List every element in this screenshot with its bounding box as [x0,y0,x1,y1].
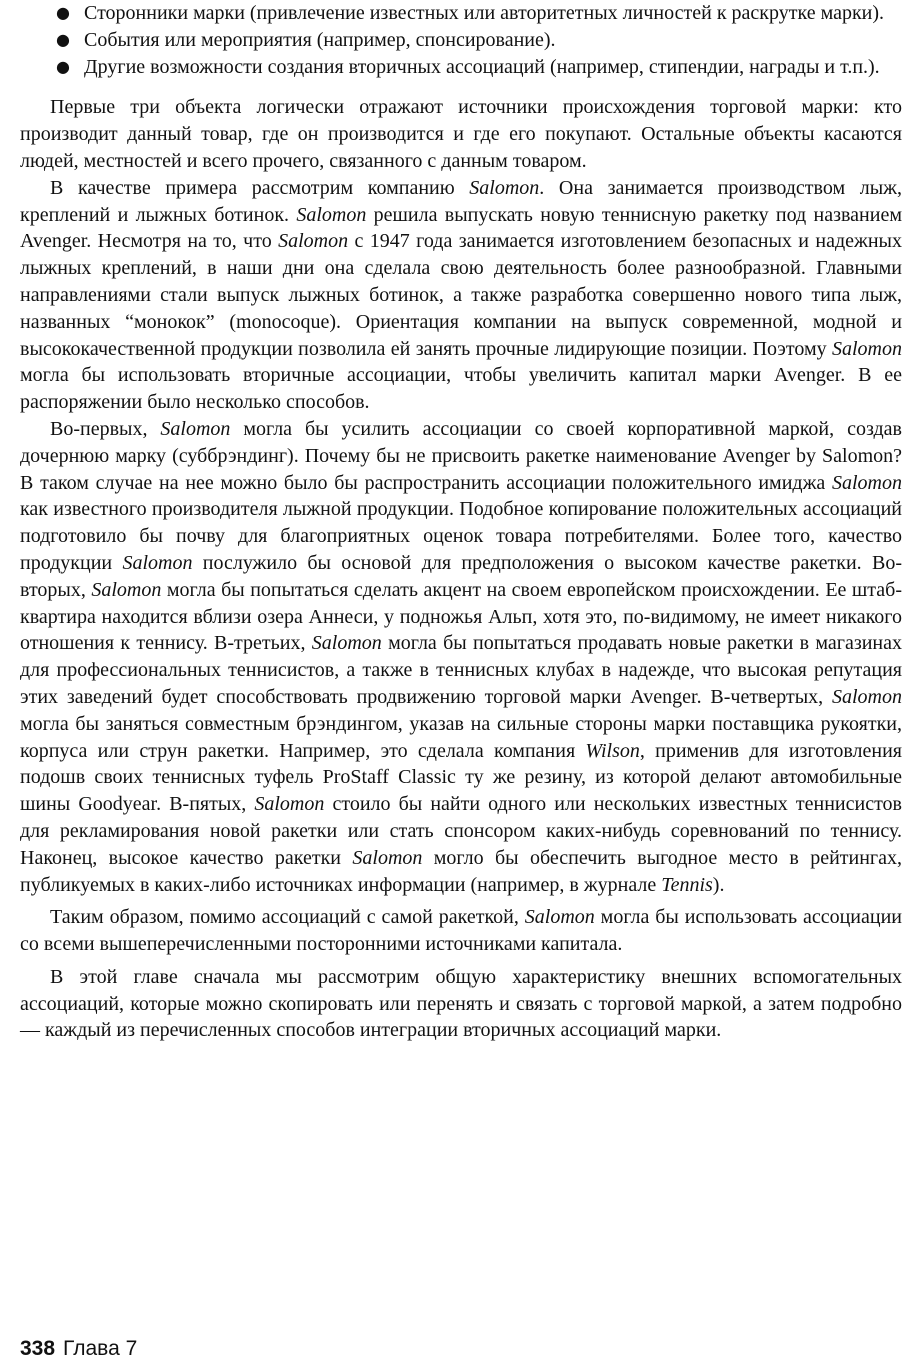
bullet-icon: ● [56,3,70,22]
bullet-list [20,0,902,80]
bullet-text: Сторонники марки (привлечение известных или авторитетных личностей к раскрутке марки). [84,2,885,24]
brand-name: Salomon [524,906,595,929]
brand-name: Salomon [296,203,367,226]
page-footer [20,1336,137,1362]
chapter-label: Глава 7 [63,1337,138,1360]
brand-name: Salomon [311,632,382,655]
list-item [20,0,902,27]
page-body [20,0,902,1044]
brand-name: Salomon [832,471,902,494]
paragraph-summary: Таким образом, помимо ассоциаций с самой ракеткой, Salomon могла бы использовать ассоциации со всеми вышеперечисленными посторонними источниками капитала. [20,906,902,956]
brand-name: Salomon [469,176,540,199]
paragraph-sources: Первые три объекта логически отражают источники происхождения торговой марки: кто производит данный товар, где он производится и где его покупают. Остальные объекты касаются людей, местностей и всего прочего, связанного с данным товаром. [20,96,902,172]
list-item [20,27,902,54]
brand-name: Salomon [91,578,162,601]
paragraph-ways: Во-первых, Salomon могла бы усилить ассоциации со своей корпоративной маркой, создав дочернюю марку (суббрэндинг). Почему бы не присвоить ракетке наименование Avenger by Salomon? В таком случае на нее можно было бы распространить ассоциации положительного имиджа Salomon как известного производителя лыжной продукции. Подобное копирование положительных ассоциаций подготовило бы почву для благоприятных оценок товара потребителями. Более того, качество продукции Salomon послужило бы основой для предположения о высоком качестве ракетки. Во-вторых, Salomon могла бы попытаться сделать акцент на своем европейском происхождении. Ее штаб-квартира находится вблизи озера Аннеси, у подножья Альп, хотя это, по-видимому, не имеет никакого отношения к теннису. В-третьих, Salomon могла бы попытаться продавать новые ракетки в магазинах для профессиональных теннисистов, а также в теннисных клубах в надежде, что высокая репутация этих заведений будет способствовать продвижению торговой марки Avenger. В-четвертых, Salomon могла бы заняться совместным брэндингом, указав на сильные стороны марки поставщика рукоятки, корпуса или струн ракетки. Например, это сделала компания Wilson, применив для изготовления подошв своих теннисных туфель ProStaff Classic ту же резину, из которой делают автомобильные шины Goodyear. В-пятых, Salomon стоило бы найти одного или нескольких известных теннисистов для рекламирования новой ракетки или стать спонсором каких-нибудь соревнований по теннису. Наконец, высокое качество ракетки Salomon могло бы обеспечить выгодное место в рейтингах, публикуемых в каких-либо источниках информации (например, в журнале Tennis). [20,417,903,896]
brand-name: Salomon [832,685,902,708]
list-item [20,54,902,81]
bullet-icon: ● [56,56,70,76]
bullet-text: События или мероприятия (например, спонсирование). [84,28,556,51]
paragraph-salomon-example: В качестве примера рассмотрим компанию Salomon. Она занимается производством лыж, креплений и лыжных ботинок. Salomon решила выпускать новую теннисную ракетку под названием Avenger. Несмотря на то, что Salomon с 1947 года занимается изготовлением безопасных и надежных лыжных креплений, в наши дни она сделала свою деятельность более разнообразной. Главными направлениями стали выпуск лыжных ботинок, а также разработка совершенно нового типа лыж, названных “монокок” (monocoque). Ориентация компании на выпуск современной, модной и высококачественной продукции позволила ей занять прочные лидирующие позиции. Поэтому Salomon могла бы использовать вторичные ассоциации, чтобы увеличить капитал марки Avenger. В ее распоряжении было несколько способов. [20,176,902,414]
brand-name: Salomon [832,337,902,360]
brand-name: Wilson [585,739,640,762]
brand-name: Salomon [122,551,193,574]
bullet-text: Другие возможности создания вторичных ассоциаций (например, стипендии, награды и т.п.). [84,55,880,78]
magazine-name: Tennis [661,873,713,896]
brand-name: Salomon [278,230,349,253]
paragraph-chapter-intro: В этой главе сначала мы рассмотрим общую характеристику внешних вспомогательных ассоциаций, которые можно скопировать или перенять и связать с торговой маркой, а затем подробно — каждый из перечисленных способов интеграции вторичных ассоциаций марки. [20,965,902,1042]
bullet-icon: ● [56,29,70,49]
brand-name: Salomon [254,793,325,816]
brand-name: Salomon [352,846,423,869]
brand-name: Salomon [160,417,231,440]
page-number: 338 [20,1337,56,1360]
